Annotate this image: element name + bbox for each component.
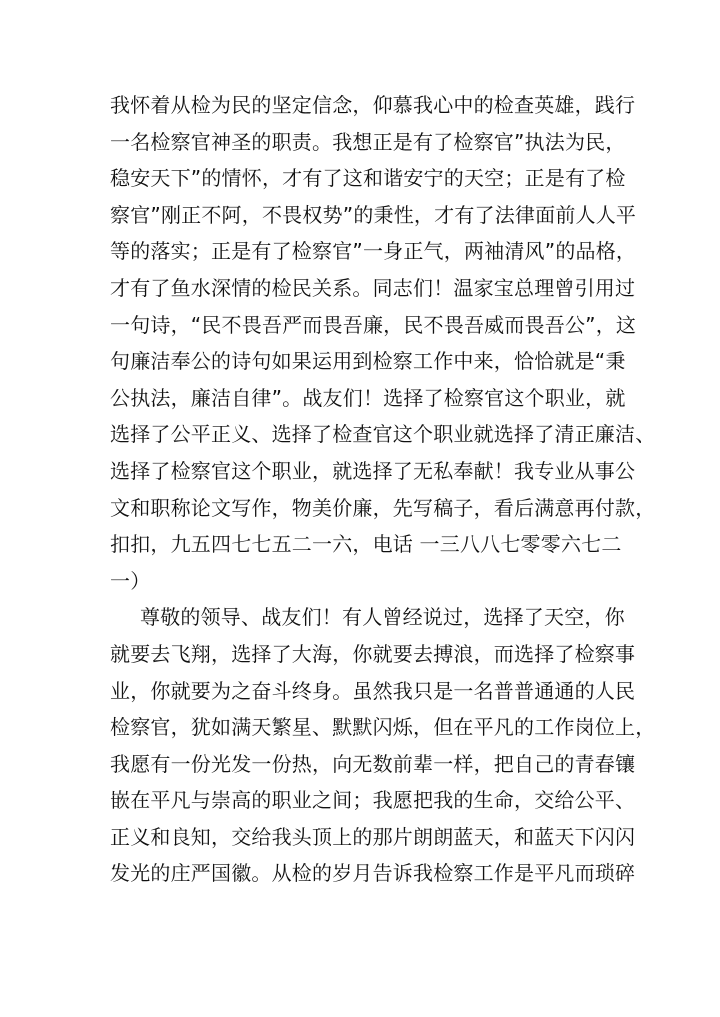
text-line: 等的落实；正是有了检察官”一身正气，两袖清风”的品格， [110, 239, 637, 264]
text-line: 选择了公平正义、选择了检查官这个职业就选择了清正廉洁、 [110, 422, 656, 447]
text-line: 察官”刚正不阿，不畏权势”的秉性，才有了法律面前人人平 [110, 202, 637, 227]
text-line: 尊敬的领导、战友们！有人曾经说过，选择了天空，你 [140, 605, 625, 630]
paragraph-1 [110, 87, 656, 599]
text-line: 嵌在平凡与崇高的职业之间；我愿把我的生命，交给公平、 [110, 788, 636, 813]
text-line: 检察官，犹如满天繁星、默默闪烁，但在平凡的工作岗位上， [110, 715, 656, 740]
text-line: 稳安天下”的情怀，才有了这和谐安宁的天空；正是有了检 [110, 166, 626, 191]
text-line: 业，你就要为之奋斗终身。虽然我只是一名普普通通的人民 [110, 678, 636, 703]
paragraph-2 [110, 599, 656, 892]
text-line: 一句诗，“民不畏吾严而畏吾廉，民不畏吾威而畏吾公”，这 [110, 312, 637, 337]
body-text [110, 87, 656, 892]
text-line: 我愿有一份光发一份热，向无数前辈一样，把自己的青春镶 [110, 751, 636, 776]
text-line: 文和职称论文写作，物美价廉，先写稿子，看后满意再付款， [110, 495, 656, 520]
text-line: 一名检察官神圣的职责。我想正是有了检察官”执法为民， [110, 129, 626, 154]
text-line: 句廉洁奉公的诗句如果运用到检察工作中来，恰恰就是“秉 [110, 349, 626, 374]
text-line: 扣扣，九五四七七五二一六，电话 一三八八七零零六七二 [110, 532, 622, 557]
text-line: 发光的庄严国徽。从检的岁月告诉我检察工作是平凡而琐碎 [110, 861, 636, 886]
text-line: 就要去飞翔，选择了大海，你就要去搏浪，而选择了检察事 [110, 641, 636, 666]
text-line: 才有了鱼水深情的检民关系。同志们！温家宝总理曾引用过 [110, 275, 636, 300]
text-line: 公执法，廉洁自律”。战友们！选择了检察官这个职业，就 [110, 385, 626, 410]
text-line: 选择了检察官这个职业，就选择了无私奉献！我专业从事公 [110, 458, 636, 483]
text-line: 我怀着从检为民的坚定信念，仰慕我心中的检查英雄，践行 [110, 93, 636, 117]
text-line: 正义和良知，交给我头顶上的那片朗朗蓝天，和蓝天下闪闪 [110, 824, 636, 849]
text-line: 一） [110, 568, 151, 593]
